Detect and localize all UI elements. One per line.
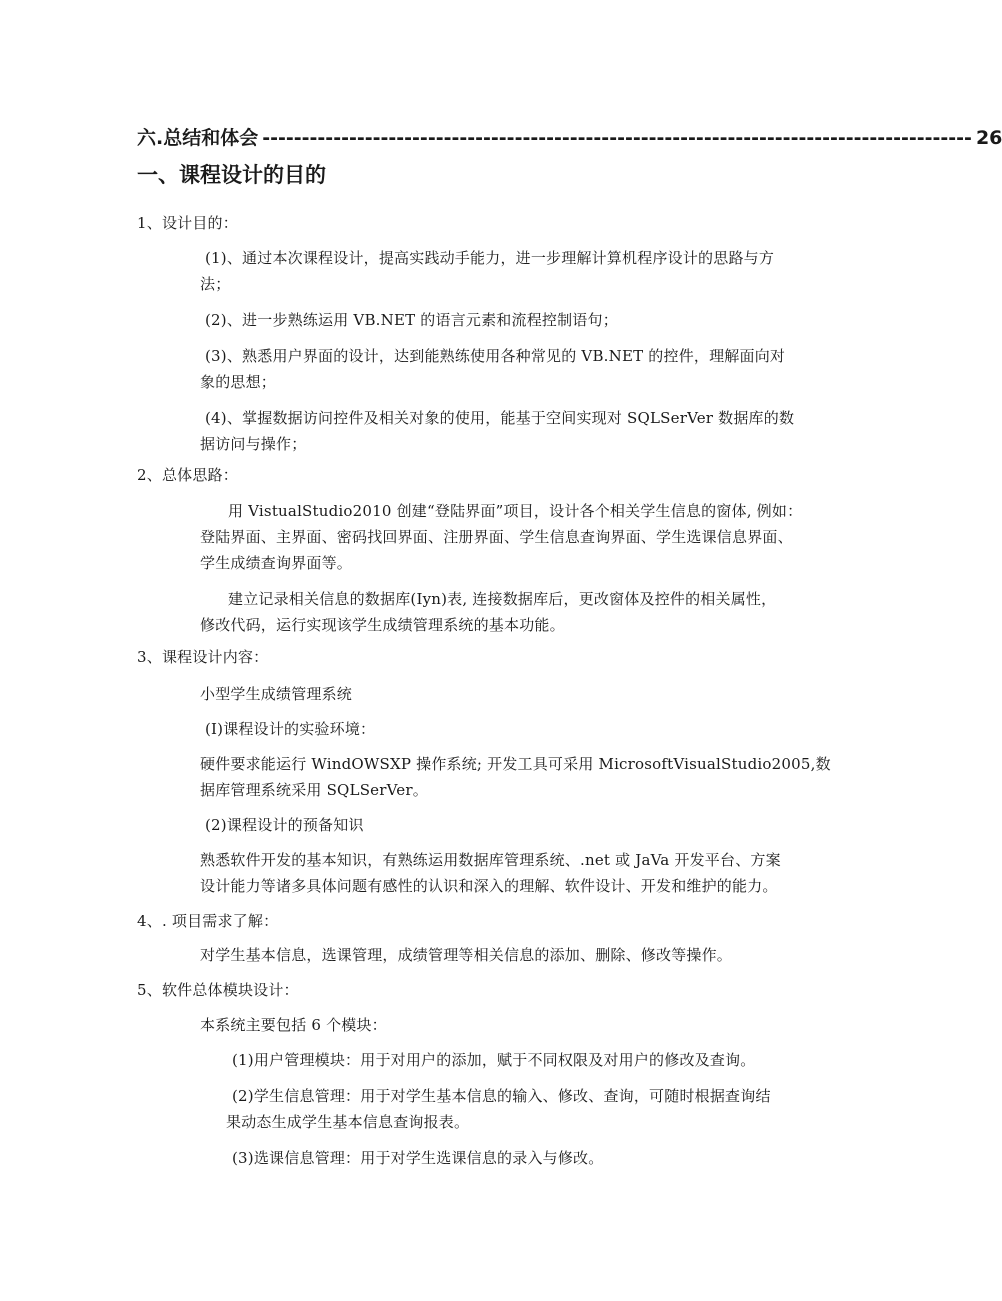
s2-a-line1: 用 VistualStudio2010 创建“登陆界面”项目，设计各个相关学生信息的窗体, 例如：	[228, 502, 803, 520]
s5-intro: 本系统主要包括 6 个模块：	[200, 1016, 387, 1034]
s1-p3-line1: (3)、熟悉用户界面的设计，达到能熟练使用各种常见的 VB.NET 的控件，理解面向对	[205, 347, 786, 365]
toc-page-number: 26	[975, 127, 1002, 149]
s1-p3-line2: 象的思想；	[200, 373, 277, 391]
s5-module-3: (3)选课信息管理：用于对学生选课信息的录入与修改。	[232, 1149, 604, 1167]
s5-module-1: (1)用户管理模块：用于对用户的添加，赋于不同权限及对用户的修改及查询。	[232, 1051, 756, 1069]
s1-p1-line1: (1)、通过本次课程设计，提高实践动手能力，进一步理解计算机程序设计的思路与方	[205, 249, 775, 267]
section-heading: 一、课程设计的目的	[137, 163, 326, 187]
s1-p4-line2: 据访问与操作；	[200, 435, 307, 453]
s3-system-name: 小型学生成绩管理系统	[200, 685, 353, 703]
s2-title: 2、总体思路：	[137, 466, 238, 484]
s1-p4-line1: (4)、掌握数据访问控件及相关对象的使用，能基于空间实现对 SQLSerVer 数据库的数	[205, 409, 795, 427]
s2-a-line2: 登陆界面、主界面、密码找回界面、注册界面、学生信息查询界面、学生选课信息界面、	[200, 528, 793, 546]
s3-know-line1: 熟悉软件开发的基本知识，有熟练运用数据库管理系统、.net 或 JaVa 开发平台、方案	[200, 851, 781, 869]
s1-title: 1、设计目的：	[137, 214, 238, 232]
s3-know-line2: 设计能力等诸多具体问题有感性的认识和深入的理解、软件设计、开发和维护的能力。	[200, 877, 778, 895]
toc-title: 六.总结和体会	[137, 127, 259, 149]
s1-p2: (2)、进一步熟练运用 VB.NET 的语言元素和流程控制语句；	[205, 311, 618, 329]
toc-entry[interactable]	[137, 124, 1002, 152]
s5-module-2-line1: (2)学生信息管理：用于对学生基本信息的输入、修改、查询，可随时根据查询结	[232, 1087, 771, 1105]
toc-leader-dots: ------------------------------------------------------------------------------------------	[262, 127, 972, 149]
s2-b-line1: 建立记录相关信息的数据库(Iyn)表, 连接数据库后，更改窗体及控件的相关属性，	[228, 590, 777, 608]
s3-env-line2: 据库管理系统采用 SQLSerVer。	[200, 781, 428, 799]
s2-a-line3: 学生成绩查询界面等。	[200, 554, 353, 572]
s3-env-title: (I)课程设计的实验环境：	[205, 720, 376, 738]
s3-know-title: (2)课程设计的预备知识	[205, 816, 364, 834]
s5-module-2-line2: 果动态生成学生基本信息查询报表。	[226, 1113, 470, 1131]
s4-title: 4、. 项目需求了解：	[137, 912, 279, 930]
s4-text: 对学生基本信息，选课管理，成绩管理等相关信息的添加、删除、修改等操作。	[200, 946, 733, 964]
s3-title: 3、课程设计内容：	[137, 648, 269, 666]
s3-env-line1: 硬件要求能运行 WindOWSXP 操作系统; 开发工具可采用 MicrosoftVisualStudio2005,数	[200, 755, 831, 773]
s2-b-line2: 修改代码，运行实现该学生成绩管理系统的基本功能。	[200, 616, 565, 634]
s5-title: 5、软件总体模块设计：	[137, 981, 299, 999]
s1-p1-line2: 法；	[200, 275, 231, 293]
